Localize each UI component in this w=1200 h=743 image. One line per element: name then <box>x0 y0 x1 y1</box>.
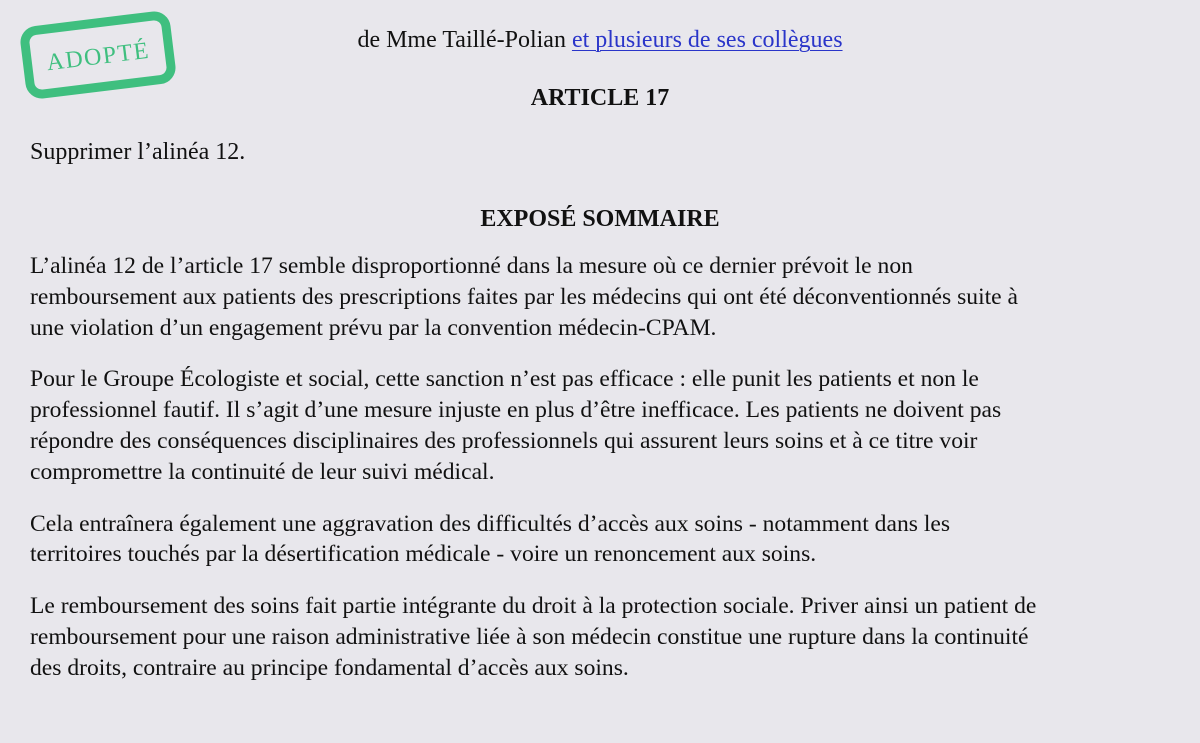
summary-paragraph <box>30 364 1190 487</box>
summary-body <box>30 251 1190 705</box>
colleagues-link[interactable]: et plusieurs de ses collègues <box>571 27 843 53</box>
paragraph-line: Le remboursement des soins fait partie intégrante du droit à la protection sociale. Priver ainsi un patient de <box>30 593 1037 620</box>
summary-paragraph <box>30 509 1190 571</box>
paragraph-line: territoires touchés par la désertification médicale - voire un renoncement aux soins. <box>30 541 817 568</box>
summary-title: EXPOSÉ SOMMAIRE <box>480 206 720 232</box>
paragraph-line: compromettre la continuité de leur suivi médical. <box>30 458 495 485</box>
summary-paragraph <box>30 251 1190 343</box>
paragraph-line: des droits, contraire au principe fondamental d’accès aux soins. <box>30 654 629 681</box>
paragraph-line: remboursement pour une raison administrative liée à son médecin constitue une rupture dans la continuité <box>30 623 1029 650</box>
author-prefix: de Mme Taillé-Polian <box>357 27 566 53</box>
paragraph-line: répondre des conséquences disciplinaires des professionnels qui assurent leurs soins et à ce titre voir <box>30 427 978 454</box>
paragraph-line: Pour le Groupe Écologiste et social, cette sanction n’est pas efficace : elle punit les patients et non le <box>30 366 979 393</box>
stamp-text: ADOPTÉ <box>45 37 152 77</box>
paragraph-line: Cela entraînera également une aggravation des difficultés d’accès aux soins - notamment dans les <box>30 510 951 537</box>
amendment-text: Supprimer l’alinéa 12. <box>30 139 246 165</box>
paragraph-line: L’alinéa 12 de l’article 17 semble disproportionné dans la mesure où ce dernier prévoit le non <box>30 253 913 279</box>
paragraph-line: remboursement aux patients des prescriptions faites par les médecins qui ont été déconventionnés suite à <box>30 283 1019 310</box>
summary-paragraph <box>30 591 1190 683</box>
paragraph-line: une violation d’un engagement prévu par la convention médecin-CPAM. <box>30 314 717 341</box>
author-line <box>0 24 1200 56</box>
paragraph-line: professionnel fautif. Il s’agit d’une mesure injuste en plus d’être inefficace. Les patients ne doivent pas <box>30 397 1002 424</box>
article-title: ARTICLE 17 <box>530 85 670 111</box>
